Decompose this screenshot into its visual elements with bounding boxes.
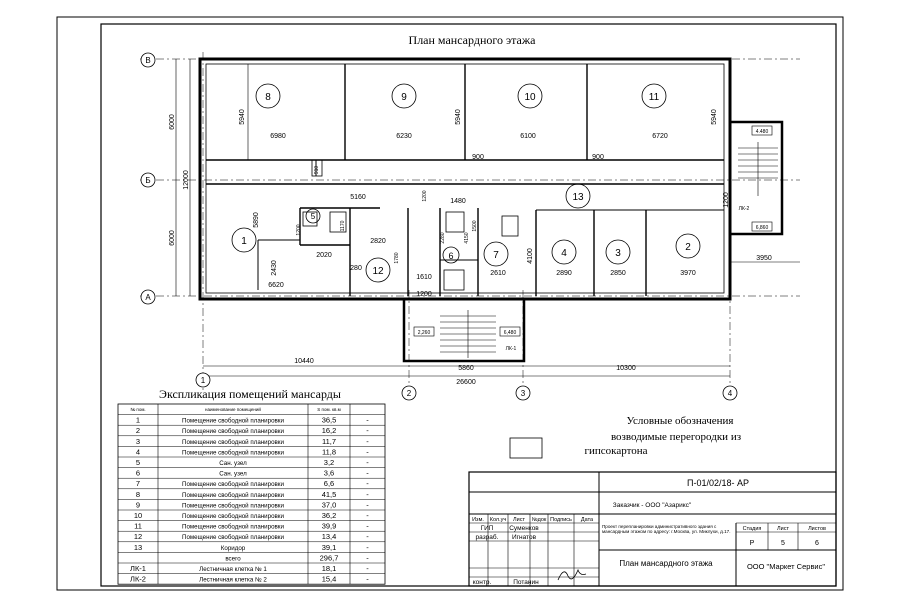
stamp-name-1: Суменков xyxy=(509,525,539,532)
explication-cell: - xyxy=(366,489,369,499)
explication-cell: 11,7 xyxy=(321,436,337,446)
room-number-2: 2 xyxy=(685,242,691,253)
dim-2430: 2430 xyxy=(271,260,278,276)
room-number-10: 10 xyxy=(524,92,536,103)
explication-cell: - xyxy=(366,415,369,425)
explication-cell: Помещение свободной планировки xyxy=(182,534,284,542)
dim-5160: 5160 xyxy=(350,194,366,201)
explication-cell: 39,9 xyxy=(321,521,337,531)
explication-cell: Помещение свободной планировки xyxy=(182,428,284,436)
stamp-role-2: разраб. xyxy=(475,534,499,541)
explication-cell: - xyxy=(366,479,369,489)
signature-mark xyxy=(558,570,586,580)
legend-line-2: гипсокартона xyxy=(584,445,648,457)
explication-cell: 36,5 xyxy=(321,415,337,425)
explication-cell: 41,5 xyxy=(321,489,337,499)
dim-6100: 6100 xyxy=(520,133,536,140)
explication-cell: - xyxy=(366,447,369,457)
dim-1200-b: 1200 xyxy=(723,192,730,208)
dim-5940-c: 5940 xyxy=(711,109,718,125)
dim-6620: 6620 xyxy=(268,282,284,289)
explication-cell: 5 xyxy=(135,458,141,467)
dim-10300: 10300 xyxy=(616,365,636,372)
explication-cell: Помещение свободной планировки xyxy=(182,481,284,489)
dim-6230: 6230 xyxy=(396,133,412,140)
explication-cell: 13,4 xyxy=(321,532,337,542)
room-number-9: 9 xyxy=(401,92,407,103)
explication-cell: Помещение свободной планировки xyxy=(182,513,284,520)
axis-label-b: Б xyxy=(145,176,151,185)
stamp-stage-header: Стадия xyxy=(742,526,762,532)
explication-cell: 8 xyxy=(135,489,141,499)
explication-table xyxy=(118,404,385,584)
dim-5940-b: 5940 xyxy=(455,109,462,125)
explication-cell: Сан. узел xyxy=(219,460,247,467)
legend-title: Условные обозначения xyxy=(626,415,734,427)
explication-cell: 13 xyxy=(133,542,143,552)
room-number-5: 5 xyxy=(310,212,316,221)
explication-cell: - xyxy=(366,511,369,520)
stamp-project-box xyxy=(602,524,734,550)
stair-mark-right-bottom: 6,860 xyxy=(755,225,769,231)
explication-cell: Сан. узел xyxy=(219,470,247,478)
outer-frame xyxy=(57,17,843,590)
dim-1200-c: 1200 xyxy=(296,224,302,236)
toilet-fixture-3 xyxy=(502,216,518,236)
stair-mark-bottom-left: 2,260 xyxy=(417,330,431,336)
explication-cell: - xyxy=(366,458,369,467)
dim-6980: 6980 xyxy=(270,133,286,140)
axis-label-1: 1 xyxy=(200,376,206,385)
explication-cell: - xyxy=(366,574,369,584)
explication-title: Экспликация помещений мансарды xyxy=(159,387,341,401)
explication-cell: - xyxy=(366,532,369,542)
fixture-6 xyxy=(444,270,464,290)
explication-cell: - xyxy=(366,426,369,436)
dim-2280: 2280 xyxy=(440,232,446,244)
axis-labels xyxy=(145,56,732,398)
explication-cell: 3 xyxy=(135,436,141,446)
explication-cell: 7 xyxy=(135,479,141,489)
stamp-role-1: ГИП xyxy=(480,525,494,532)
stair-mark-top: 4.480 xyxy=(755,129,769,135)
dim-280: 280 xyxy=(350,265,362,272)
dim-1480: 1480 xyxy=(450,198,466,205)
dim-5860: 5860 xyxy=(458,365,474,372)
room-number-4: 4 xyxy=(561,248,567,259)
axis-markers xyxy=(141,53,737,400)
stamp-project: Проект перепланировки административного здания с мансардным этажом по адресу: г.Москва, ул. Миклухи, д.17. xyxy=(602,524,731,535)
stamp-customer: Заказчик - ООО "Азарикс" xyxy=(612,502,692,509)
axis-label-a: А xyxy=(145,293,151,302)
stair-lk2-steps xyxy=(738,142,778,196)
explication-cell: 10 xyxy=(133,511,143,520)
stamp-header-doc: №док xyxy=(531,517,547,523)
room-number-13: 13 xyxy=(572,192,584,203)
explication-cell: Помещение свободной планировки xyxy=(182,438,284,446)
explication-cell: 6 xyxy=(135,468,141,478)
explication-cell: 6,6 xyxy=(323,479,335,489)
dim-2890: 2890 xyxy=(556,270,572,277)
stamp-header-date: Дата xyxy=(580,517,594,523)
dim-2850: 2850 xyxy=(610,270,626,277)
explication-cell: 9 xyxy=(135,500,141,510)
legend-swatch xyxy=(510,438,542,458)
stamp-header-izm: Изм. xyxy=(472,517,484,523)
dim-5940-a: 5940 xyxy=(239,109,246,125)
explication-cell: 2 xyxy=(135,426,141,436)
stamp-header-sign: Подпись xyxy=(550,517,572,523)
explication-cell: Помещение свободной планировки xyxy=(182,417,284,425)
dim-910: 910 xyxy=(314,165,320,175)
dim-6000-top: 6000 xyxy=(169,114,176,130)
dim-2020: 2020 xyxy=(316,252,332,259)
explication-cell: - xyxy=(366,436,369,446)
explication-cell: Лестничная клетка № 2 xyxy=(199,576,267,584)
legend-line-1: возводимые перегородки из xyxy=(610,431,742,443)
explication-cell: - xyxy=(366,542,369,552)
explication-cell: Лестничная клетка № 1 xyxy=(199,566,267,573)
dim-12000: 12000 xyxy=(183,170,190,190)
floor-plan xyxy=(140,52,800,390)
stair-lk1-steps xyxy=(440,310,496,358)
explication-cell: всего xyxy=(225,555,241,563)
explication-cell: 36,2 xyxy=(321,511,337,520)
dim-10440: 10440 xyxy=(294,358,314,365)
dim-1780: 1780 xyxy=(394,252,400,264)
explication-cell: - xyxy=(366,564,369,573)
dim-900-b: 900 xyxy=(592,154,604,161)
axis-label-4: 4 xyxy=(727,389,733,398)
room-number-6: 6 xyxy=(448,251,454,261)
explication-cell: - xyxy=(366,521,369,531)
plan-title: План мансардного этажа xyxy=(408,33,536,47)
stamp-stage-value: Р xyxy=(749,540,755,547)
dim-3970: 3970 xyxy=(680,270,696,277)
stamp-sheet-title: План мансардного этажа xyxy=(619,559,713,568)
explication-cell: 11,8 xyxy=(321,447,337,457)
explication-cell: - xyxy=(366,500,369,510)
dim-26600: 26600 xyxy=(456,379,476,386)
stair-label-lk1: ЛК-1 xyxy=(505,346,517,352)
explication-cell: 3,6 xyxy=(323,468,335,478)
stair-label-lk2: ЛК-2 xyxy=(738,206,750,212)
explication-cell: 1 xyxy=(135,415,141,425)
stamp-code: П-01/02/18- АР xyxy=(686,478,750,488)
explication-cell: Помещение свободной планировки xyxy=(182,491,284,499)
axis-label-v: В xyxy=(145,56,151,65)
explication-cell: 39,1 xyxy=(321,542,337,552)
explication-header: № пом. xyxy=(130,407,146,412)
stair-marks xyxy=(418,129,769,352)
legend xyxy=(510,415,741,458)
explication-cell: 11 xyxy=(134,521,142,531)
explication-cell: 12 xyxy=(133,532,143,542)
room-number-3: 3 xyxy=(615,248,621,259)
dim-1200-d: 1200 xyxy=(422,190,428,202)
explication-header: наименование помещений xyxy=(205,407,261,412)
dim-5890: 5890 xyxy=(253,212,260,228)
stamp-name-2: Игнатов xyxy=(511,534,537,541)
explication-cell: - xyxy=(366,468,369,478)
stamp-header-list: Лист xyxy=(513,517,525,523)
explication-cell: Помещение свободной планировки xyxy=(182,502,284,510)
explication-cell: 296,7 xyxy=(319,553,339,563)
dim-6720: 6720 xyxy=(652,133,668,140)
dim-6000-bottom: 6000 xyxy=(169,230,176,246)
dimension-texts xyxy=(169,109,772,386)
room-number-7: 7 xyxy=(493,250,499,261)
explication-cell: 15,4 xyxy=(321,574,337,584)
explication-cell: Коридор xyxy=(220,544,246,552)
stamp-sheet-value: 5 xyxy=(781,540,785,547)
dim-4100: 4100 xyxy=(527,248,534,264)
stamp-name-5: Потанин xyxy=(513,579,539,586)
dim-2610: 2610 xyxy=(490,270,506,277)
explication-header: S пом. кв.м xyxy=(317,407,341,412)
stamp-role-5: контр. xyxy=(472,579,492,586)
dim-1170: 1170 xyxy=(340,220,346,232)
dim-3950: 3950 xyxy=(756,255,772,262)
dim-1200-a: 1200 xyxy=(416,291,432,298)
explication-cell: Помещение свободной планировки xyxy=(182,449,284,457)
stamp-header-kol: Кол.уч xyxy=(489,517,507,523)
explication-cell: 37,0 xyxy=(321,500,337,510)
dim-1500: 1500 xyxy=(472,220,478,232)
room-number-11: 11 xyxy=(648,92,660,103)
explication-cell: ЛК-1 xyxy=(130,564,146,573)
stamp-sheet-header: Лист xyxy=(777,526,789,532)
dim-1610: 1610 xyxy=(416,274,432,281)
dim-2820: 2820 xyxy=(370,238,386,245)
dim-4150: 4150 xyxy=(464,232,470,244)
explication-cell: 4 xyxy=(135,447,141,457)
dim-900-a: 900 xyxy=(472,154,484,161)
explication-cell: - xyxy=(366,553,369,563)
stamp-sheets-header: Листов xyxy=(808,526,826,532)
room-number-8: 8 xyxy=(265,92,271,103)
toilet-fixture-2 xyxy=(446,212,464,232)
explication-cell: 18,1 xyxy=(321,564,337,573)
explication-cell: 3,2 xyxy=(323,458,335,467)
explication-cell: ЛК-2 xyxy=(130,574,146,584)
axis-label-2: 2 xyxy=(406,389,412,398)
axis-label-3: 3 xyxy=(520,389,526,398)
room-number-12: 12 xyxy=(372,266,384,277)
stamp-sheets-value: 6 xyxy=(815,540,819,547)
explication-cell: Помещение свободной планировки xyxy=(182,523,284,531)
stair-mark-bottom-right: 6,480 xyxy=(503,330,517,336)
stamp-company: ООО "Маркет Сервис" xyxy=(746,562,826,571)
room-number-1: 1 xyxy=(241,236,247,247)
explication-cell: 16,2 xyxy=(321,426,337,436)
